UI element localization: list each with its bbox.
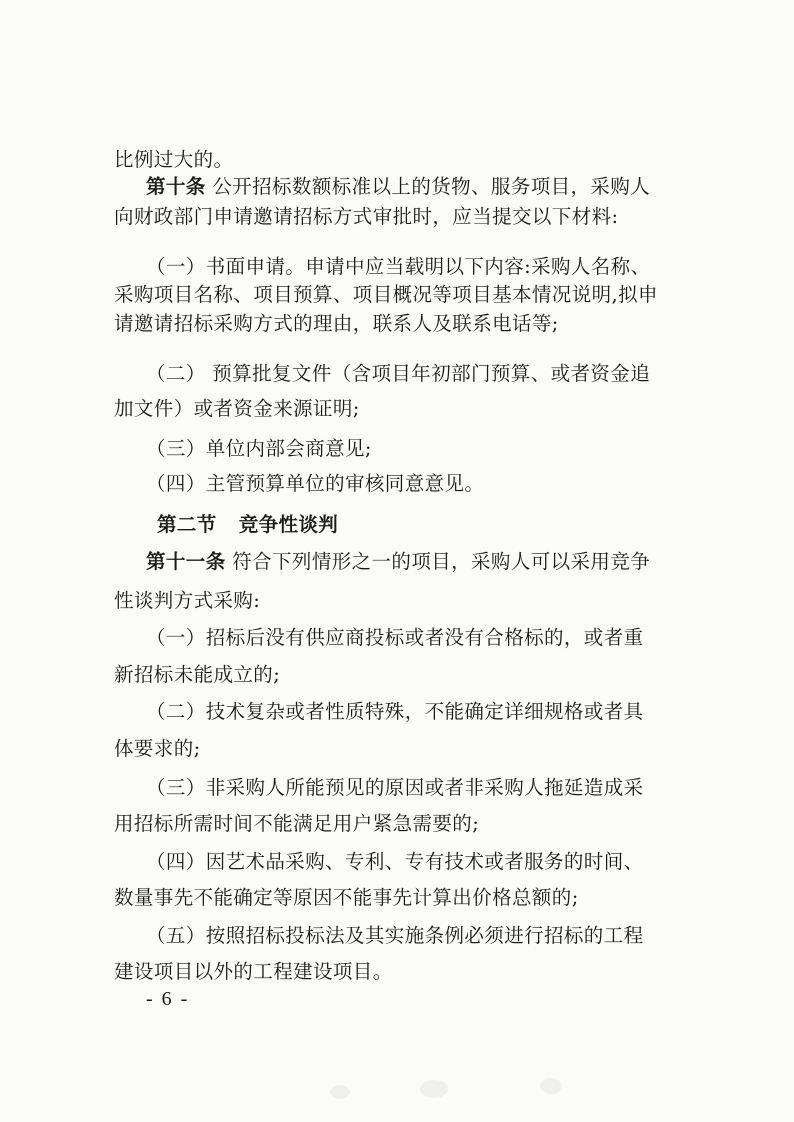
text-line bbox=[114, 960, 393, 984]
line-text: 符合下列情形之一的项目，采购人可以采用竞争 bbox=[232, 550, 651, 573]
line-text: （一）书面申请。申请中应当载明以下内容:采购人名称、 bbox=[146, 255, 651, 278]
text-line bbox=[114, 663, 280, 687]
line-text: 向财政部门申请邀请招标方式审批时，应当提交以下材料: bbox=[114, 205, 619, 228]
line-text: （一）招标后没有供应商投标或者没有合格标的，或者重 bbox=[146, 626, 644, 649]
list-item bbox=[146, 776, 644, 800]
article-label: 第十一条 bbox=[146, 550, 226, 573]
section-title: 竞争性谈判 bbox=[238, 513, 339, 536]
list-item bbox=[146, 924, 644, 948]
line-text: 公开招标数额标准以上的货物、服务项目，采购人 bbox=[212, 175, 651, 198]
text-line bbox=[114, 886, 579, 910]
list-item bbox=[146, 472, 484, 496]
scan-smudge bbox=[330, 1085, 350, 1099]
line-text: 建设项目以外的工程建设项目。 bbox=[114, 960, 393, 983]
list-item bbox=[146, 437, 372, 461]
page-number: - 6 - bbox=[146, 988, 190, 1010]
line-text: 请邀请招标采购方式的理由，联系人及联系电话等; bbox=[114, 312, 559, 335]
text-line bbox=[114, 812, 479, 836]
text-line bbox=[114, 397, 360, 421]
line-text: 加文件）或者资金来源证明; bbox=[114, 397, 360, 420]
article-10-line bbox=[146, 175, 650, 199]
section-number: 第二节 bbox=[157, 513, 217, 536]
list-item bbox=[146, 626, 644, 650]
text-line bbox=[114, 589, 260, 613]
line-text: 比例过大的。 bbox=[114, 148, 234, 171]
line-text: （四）因艺术品采购、专利、专有技术或者服务的时间、 bbox=[146, 850, 644, 873]
section-heading bbox=[157, 513, 338, 537]
list-item bbox=[146, 850, 644, 874]
list-item bbox=[146, 255, 650, 279]
line-text: （三）单位内部会商意见; bbox=[146, 437, 372, 460]
line-text: 采购项目名称、项目预算、项目概况等项目基本情况说明,拟申 bbox=[114, 283, 658, 306]
line-text: 新招标未能成立的; bbox=[114, 663, 281, 686]
line-text: 体要求的; bbox=[114, 737, 201, 760]
text-line bbox=[114, 283, 658, 307]
scan-smudge bbox=[540, 1078, 562, 1094]
line-text: 数量事先不能确定等原因不能事先计算出价格总额的; bbox=[114, 886, 579, 909]
text-line bbox=[114, 737, 201, 761]
line-text: 用招标所需时间不能满足用户紧急需要的; bbox=[114, 812, 480, 835]
article-11-line bbox=[146, 550, 650, 574]
text-line bbox=[114, 148, 233, 172]
text-line bbox=[114, 312, 559, 336]
line-text: （四）主管预算单位的审核同意意见。 bbox=[146, 472, 485, 495]
article-label: 第十条 bbox=[146, 175, 206, 198]
text-line bbox=[114, 205, 618, 229]
line-text: 性谈判方式采购: bbox=[114, 589, 261, 612]
line-text: （二）技术复杂或者性质特殊，不能确定详细规格或者具 bbox=[146, 700, 644, 723]
scan-smudge bbox=[420, 1080, 448, 1098]
list-item bbox=[146, 700, 644, 724]
list-item bbox=[146, 362, 650, 386]
line-text: （三）非采购人所能预见的原因或者非采购人拖延造成采 bbox=[146, 776, 644, 799]
line-text: （五）按照招标投标法及其实施条例必须进行招标的工程 bbox=[146, 924, 644, 947]
line-text: （二） 预算批复文件（含项目年初部门预算、或者资金追 bbox=[146, 362, 651, 385]
